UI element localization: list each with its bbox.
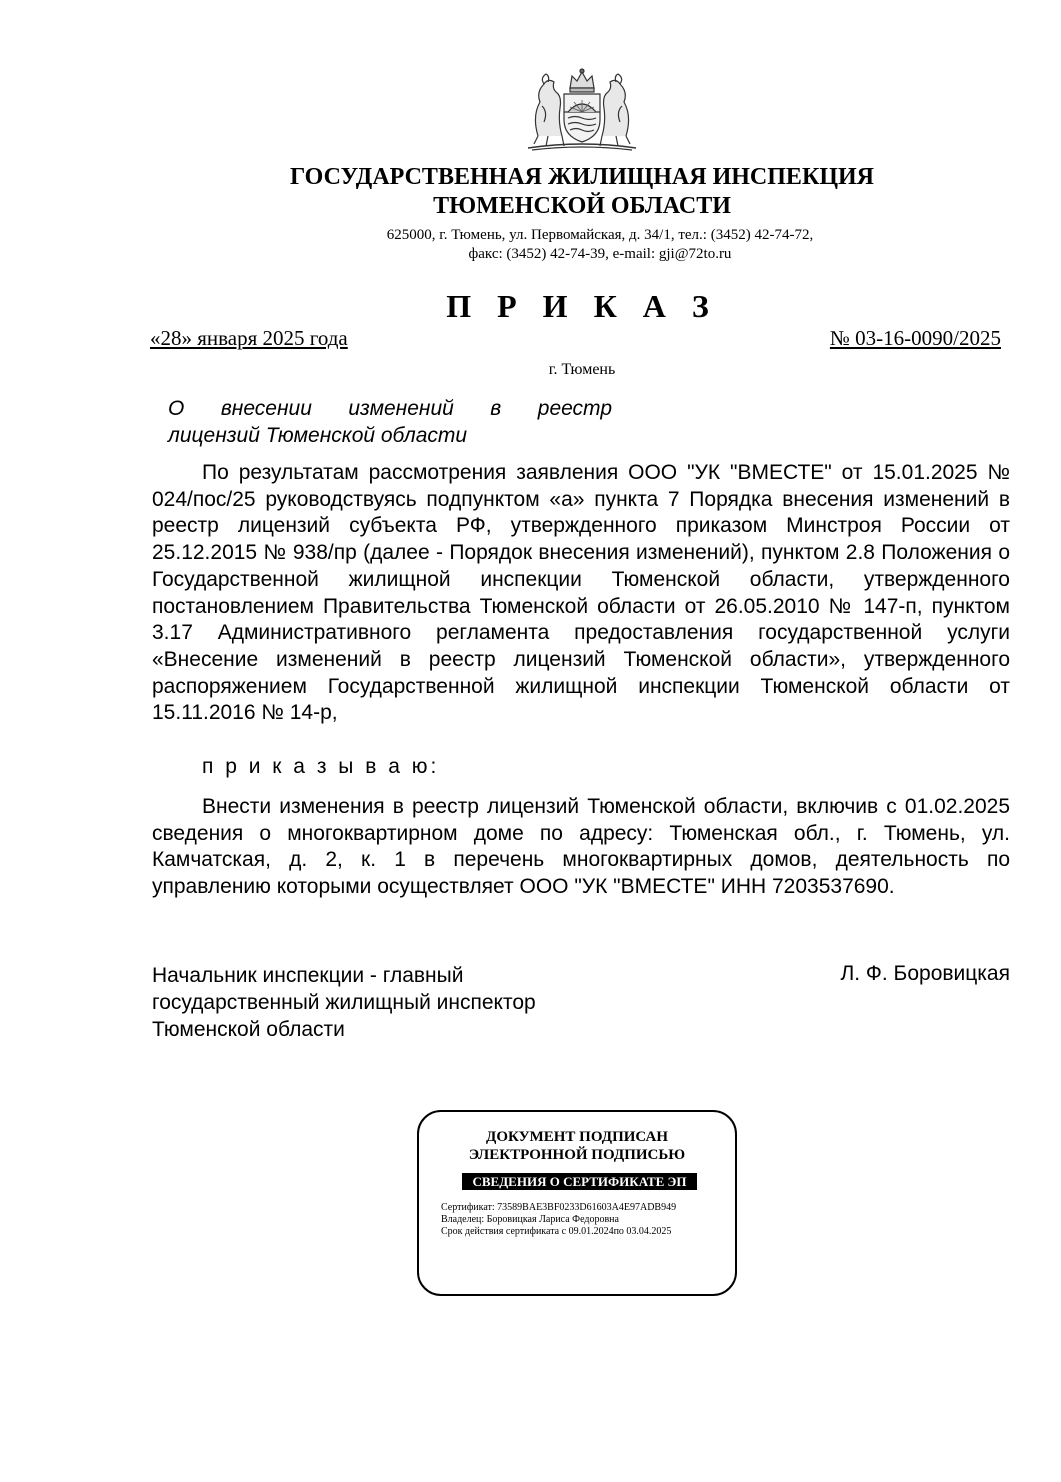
signer-position-line1: Начальник инспекции - главный <box>152 964 464 987</box>
stamp-validity: Срок действия сертификата с 09.01.2024по 03.04.2025 <box>441 1226 672 1237</box>
order-date: «28» января 2025 года <box>150 326 348 350</box>
organization-name-line2: ТЮМЕНСКОЙ ОБЛАСТИ <box>433 193 731 219</box>
signer-position <box>152 962 672 1043</box>
stamp-title-line1: ДОКУМЕНТ ПОДПИСАН <box>486 1129 668 1145</box>
order-subject-line2: лицензий Тюменской области <box>168 424 468 447</box>
order-subject <box>168 395 612 449</box>
stamp-title-line2: ЭЛЕКТРОННОЙ ПОДПИСЬЮ <box>468 1147 686 1163</box>
electronic-signature-stamp <box>417 1110 737 1296</box>
organization-name-line1: ГОСУДАРСТВЕННАЯ ЖИЛИЩНАЯ ИНСПЕКЦИЯ <box>289 164 875 190</box>
order-directive-word: п р и к а з ы в а ю: <box>202 755 440 778</box>
order-directive-paragraph: Внести изменения в реестр лицензий Тюменской области, включив с 01.02.2025 сведения о многоквартирном доме по адресу: Тюменская обл., г. Тюмень, ул. Камчатская, д. 2, к. 1 в перечень многоквартирных домов, деятельность по управлению которыми осуществляет ООО "УК "ВМЕСТЕ" ИНН 7203537690. <box>152 795 1010 899</box>
signer-position-line2: государственный жилищный инспектор <box>152 991 536 1014</box>
order-subject-line1: О внесении изменений в реестр <box>168 397 612 420</box>
preamble-paragraph: По результатам рассмотрения заявления ООО "УК "ВМЕСТЕ" от 15.01.2025 № 024/пос/25 руководствуясь подпунктом «а» пункта 7 Порядка внесения изменений в реестр лицензий субъекта РФ, утвержденного приказом Минстроя России от 25.12.2015 № 938/пр (далее - Порядок внесения изменений), пунктом 2.8 Положения о Государственной жилищной инспекции Тюменской области, утвержденного постановлением Правительства Тюменской области от 26.05.2010 № 147-п, пунктом 3.17 Административного регламента предоставления государственной услуги «Внесение изменений в реестр лицензий Тюменской области», утвержденного распоряжением Государственной жилищной инспекции Тюменской области от 15.11.2016 № 14-р, <box>152 461 1010 725</box>
order-city: г. Тюмень <box>548 361 616 378</box>
stamp-certificate-band: СВЕДЕНИЯ О СЕРТИФИКАТЕ ЭП <box>462 1173 697 1190</box>
signer-position-line3: Тюменской области <box>152 1018 345 1041</box>
organization-address-line2: факс: (3452) 42-74-39, e-mail: gji@72to.ru <box>468 246 732 262</box>
stamp-certificate-id: Сертификат: 73589BAE3BF0233D61603A4E97ADB949 <box>441 1202 677 1213</box>
signer-name: Л. Ф. Боровицкая <box>840 962 1010 985</box>
document-title: П Р И К А З <box>446 288 718 324</box>
stamp-owner: Владелец: Боровицкая Лариса Федоровна <box>441 1214 619 1225</box>
order-number: № 03-16-0090/2025 <box>829 326 1001 350</box>
organization-address-line1: 625000, г. Тюмень, ул. Первомайская, д. 34/1, тел.: (3452) 42-74-72, <box>386 227 814 243</box>
coat-of-arms-icon <box>518 66 646 152</box>
